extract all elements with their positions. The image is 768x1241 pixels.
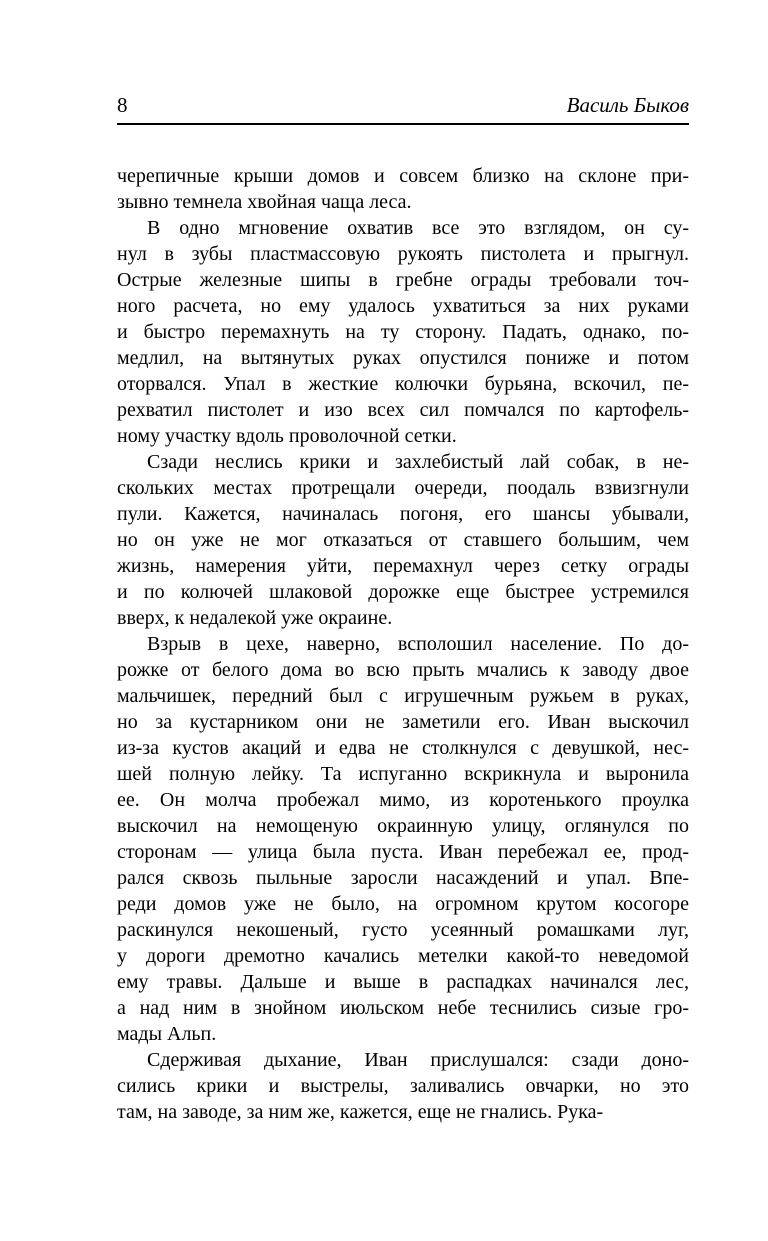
text-line: зывно темнела хвойная чаща леса. xyxy=(117,191,412,213)
text-line: и быстро перемахнуть на ту сторону. Падать, однако, по- xyxy=(117,321,689,343)
paragraph xyxy=(117,1047,689,1125)
text-line: Сзади неслись крики и захлебистый лай собак, в не- xyxy=(147,451,689,473)
text-line: у дороги дремотно качались метелки какой-то неведомой xyxy=(117,945,689,967)
paragraph xyxy=(117,163,689,215)
text-line: а над ним в знойном июльском небе теснились сизые гро- xyxy=(117,997,689,1019)
text-line: В одно мгновение охватив все это взглядом, он су- xyxy=(147,217,689,239)
text-line: сились крики и выстрелы, заливались овчарки, но это xyxy=(117,1075,689,1097)
text-line: ему травы. Дальше и выше в распадках начинался лес, xyxy=(117,971,689,993)
page-number: 8 xyxy=(117,93,128,117)
text-line: но за кустарником они не заметили его. Иван выскочил xyxy=(117,711,689,733)
page-content xyxy=(117,92,689,1125)
text-line: медлил, на вытянутых руках опустился пониже и потом xyxy=(117,347,689,369)
running-header-author: Василь Быков xyxy=(566,93,689,117)
text-line: пули. Кажется, начиналась погоня, его шансы убывали, xyxy=(117,503,689,525)
text-line: но он уже не мог отказаться от ставшего большим, чем xyxy=(117,529,689,551)
paragraph xyxy=(117,215,689,449)
text-line: рался сквозь пыльные заросли насаждений и упал. Впе- xyxy=(117,867,689,889)
text-line: из-за кустов акаций и едва не столкнулся с девушкой, нес- xyxy=(117,737,689,759)
text-line: Сдерживая дыхание, Иван прислушался: сзади доно- xyxy=(147,1049,689,1071)
text-line: сторонам — улица была пуста. Иван перебежал ее, прод- xyxy=(117,841,689,863)
text-line: ее. Он молча пробежал мимо, из коротенького проулка xyxy=(117,789,689,811)
text-line: раскинулся некошеный, густо усеянный ромашками луг, xyxy=(117,919,689,941)
text-line: шей полную лейку. Та испуганно вскрикнула и выронила xyxy=(117,763,689,785)
text-line: ному участку вдоль проволочной сетки. xyxy=(117,425,457,447)
text-line: Острые железные шипы в гребне ограды требовали точ- xyxy=(117,269,689,291)
text-line: рехватил пистолет и изо всех сил помчался по картофель- xyxy=(117,399,689,421)
running-header xyxy=(117,92,689,118)
header-rule xyxy=(117,123,689,125)
text-line: мальчишек, передний был с игрушечным ружьем в руках, xyxy=(117,685,689,707)
text-line: и по колючей шлаковой дорожке еще быстрее устремился xyxy=(117,581,689,603)
text-line: вверх, к недалекой уже окраине. xyxy=(117,607,393,629)
body-text xyxy=(117,163,689,1125)
text-line: Взрыв в цехе, наверно, всполошил население. По до- xyxy=(147,633,689,655)
text-line: черепичные крыши домов и совсем близко на склоне при- xyxy=(117,165,689,187)
text-line: жизнь, намерения уйти, перемахнул через сетку ограды xyxy=(117,555,689,577)
text-line: оторвался. Упал в жесткие колючки бурьяна, вскочил, пе- xyxy=(117,373,689,395)
text-line: мады Альп. xyxy=(117,1023,217,1045)
text-line: рожке от белого дома во всю прыть мчались к заводу двое xyxy=(117,659,689,681)
text-line: ного расчета, но ему удалось ухватиться за них руками xyxy=(117,295,689,317)
text-line: реди домов уже не было, на огромном крутом косогоре xyxy=(117,893,689,915)
paragraph xyxy=(117,631,689,1047)
text-line: там, на заводе, за ним же, кажется, еще не гнались. Рука- xyxy=(117,1101,604,1123)
text-line: нул в зубы пластмассовую рукоять пистолета и прыгнул. xyxy=(117,243,689,265)
text-line: выскочил на немощеную окраинную улицу, оглянулся по xyxy=(117,815,689,837)
paragraph xyxy=(117,449,689,631)
text-line: скольких местах протрещали очереди, поодаль взвизгнули xyxy=(117,477,689,499)
